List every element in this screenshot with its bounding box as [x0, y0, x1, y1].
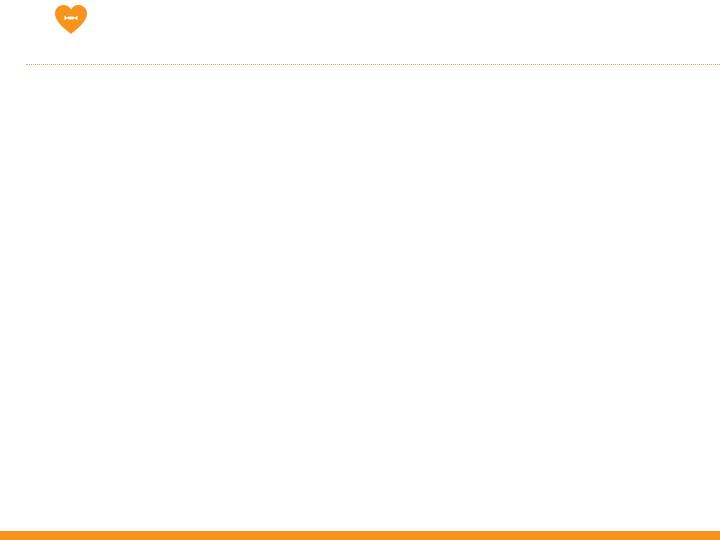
- header-divider: [26, 64, 720, 65]
- heart-logo-icon: [55, 5, 87, 35]
- footer-bar: [0, 531, 720, 540]
- rosinter-logo: [28, 5, 128, 63]
